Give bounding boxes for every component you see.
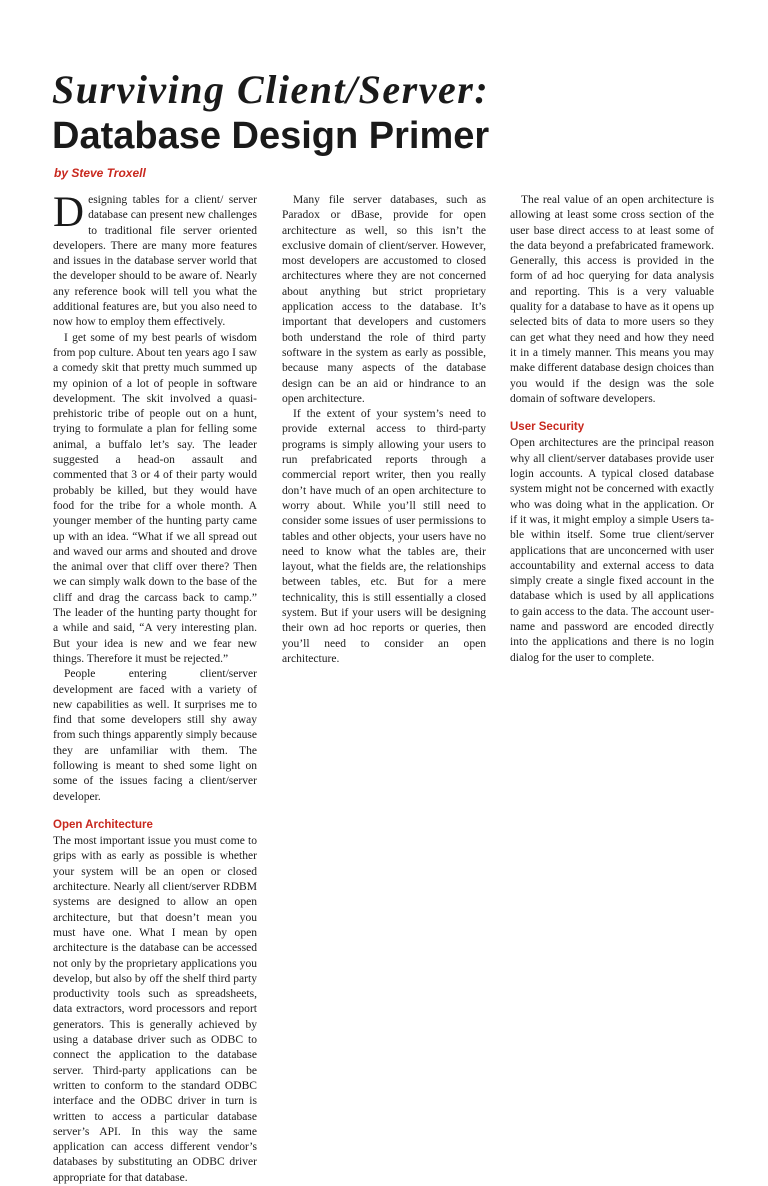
paragraph-new-capabilities: People entering client/server development are faced with a variety of new capabilities as well. It surprises me to find that some developers still shy away from such things apparently simply because they are unfamiliar with them. The following is meant to shed some light on some of the issues facing a client/server developer. xyxy=(53,668,257,803)
paragraph-intro-text: esigning tables for a client/ server database can present new challenges to traditional file server oriented developers. There are many more features and issues in the database server world that the developer should to be aware of. Nearly any reference book will tell you what the additional features are, but you also need to now how to employ them effectively. xyxy=(53,194,257,329)
paragraph-user-security-text-a: Open architectures are the principal reason why all client/server databases provide user login accounts. A typical closed database system might not be concerned with exactly who was doing what in the application. Or if it was, it might employ a simple xyxy=(510,437,714,526)
author-byline: by Steve Troxell xyxy=(54,166,146,180)
text-column-1 xyxy=(53,189,257,1186)
paragraph-intro xyxy=(53,189,257,331)
article-title-line2: Database Design Primer xyxy=(52,115,490,157)
paragraph-user-security xyxy=(510,436,714,665)
paragraph-open-architecture: The most important issue you must come to grips with as early as possible is whether your system will be an open or closed architecture. Nearly all client/server RDBM systems are designed to allow an open architecture, but that doesn’t mean you must have one. What I mean by open architecture is the database can be accessed not only by the proprietary applications you develop, but also by off the shelf third party productivity tools such as spreadsheets, data extractors, word processors and report generators. This is generally achieved by using a database driver such as ODBC to connect the application to the database server. Third-party applications can be written to conform to the standard ODBC interface and the ODBC driver in turn is written to access a particular database server’s API. In this way the same application can access different vendor’s databases by substituting an ODBC driver appropriate for that database. xyxy=(53,835,257,1184)
section-heading-open-architecture: Open Architecture xyxy=(53,818,153,831)
dropcap-letter: D xyxy=(53,189,85,236)
text-column-2 xyxy=(282,193,486,667)
paragraph-user-security-text-b: table within itself. Some true client/server applications that are unconcerned with user accountability and external access to data simply create a single fixed account in the database which is used by all applications to gain access to the data. The account username and password are encoded directly into the applications and there is no login dialog for the user to complete. xyxy=(510,513,714,664)
paragraph-external-access: If the extent of your system’s need to provide external access to third-party programs is simply allowing your users to run prefabricated reports through a commercial report writer, then you really don’t have much of an open architecture to worry about. While you’ll still need to consider some issues of user permissions to tables and other objects, your users have no need to know what the tables are, their layout, what the fields are, the relationships between tables, etc. But for a mere technicality, this is still essentially a closed system. But if your users will be designing their own ad hoc reports or queries, then you’ll need to consider an open architecture. xyxy=(282,408,486,665)
article-title-line1: Surviving Client/Server: xyxy=(52,67,490,112)
paragraph-comedy-skit: I get some of my best pearls of wisdom from pop culture. About ten years ago I saw a comedy skit that pretty much summed up my opinion of a lot of people in software development. The skit involved a quasi-prehistoric tribe of people out on a hunt, trying to formulate a plan for felling some animal, a buffalo let’s say. The leader suggested a head-on assault and commented that 3 or 4 of their party would probably be killed, but they would have food for the tribe for a whole month. A younger member of the hunting party came up with an idea. “What if we all spread out and waved our arms and shouted and drove the animal over that cliff over there? Then we can simply walk down to the base of the cliff and drag the carcass back to camp.” The leader of the hunting party thought for a while and said, “A very interesting plan. But your idea is new and we fear new things. Therefore it must be rejected.” xyxy=(53,331,257,665)
text-column-3 xyxy=(510,193,714,666)
section-heading-user-security: User Security xyxy=(510,421,585,434)
paragraph-real-value: The real value of an open architecture is allowing at least some cross section of the user base direct access to at least some of the data beyond a prefabricated framework. Generally, this access is provided in the form of ad hoc querying for data analysis and reporting. This is a very valuable quality for a database to have as it opens up selected bits of data to more users so they can get what they need and how they need it in a timely manner. This means you may make different database design choices than you would if the design was the sole domain of software developers. xyxy=(510,194,714,405)
users-table-code: Users xyxy=(671,513,699,526)
paragraph-file-server-databases: Many file server databases, such as Paradox or dBase, provide for open architecture as well, so this isn’t the exclusive domain of client/server. However, most developers are accustomed to closed architectures where they are not concerned about anything but strict proprietary application access to the database. It’s important that developers and customers both understand the role of third party software in the system as early as possible, because many aspects of the database design can be an aid or hindrance to an open architecture. xyxy=(282,194,486,405)
